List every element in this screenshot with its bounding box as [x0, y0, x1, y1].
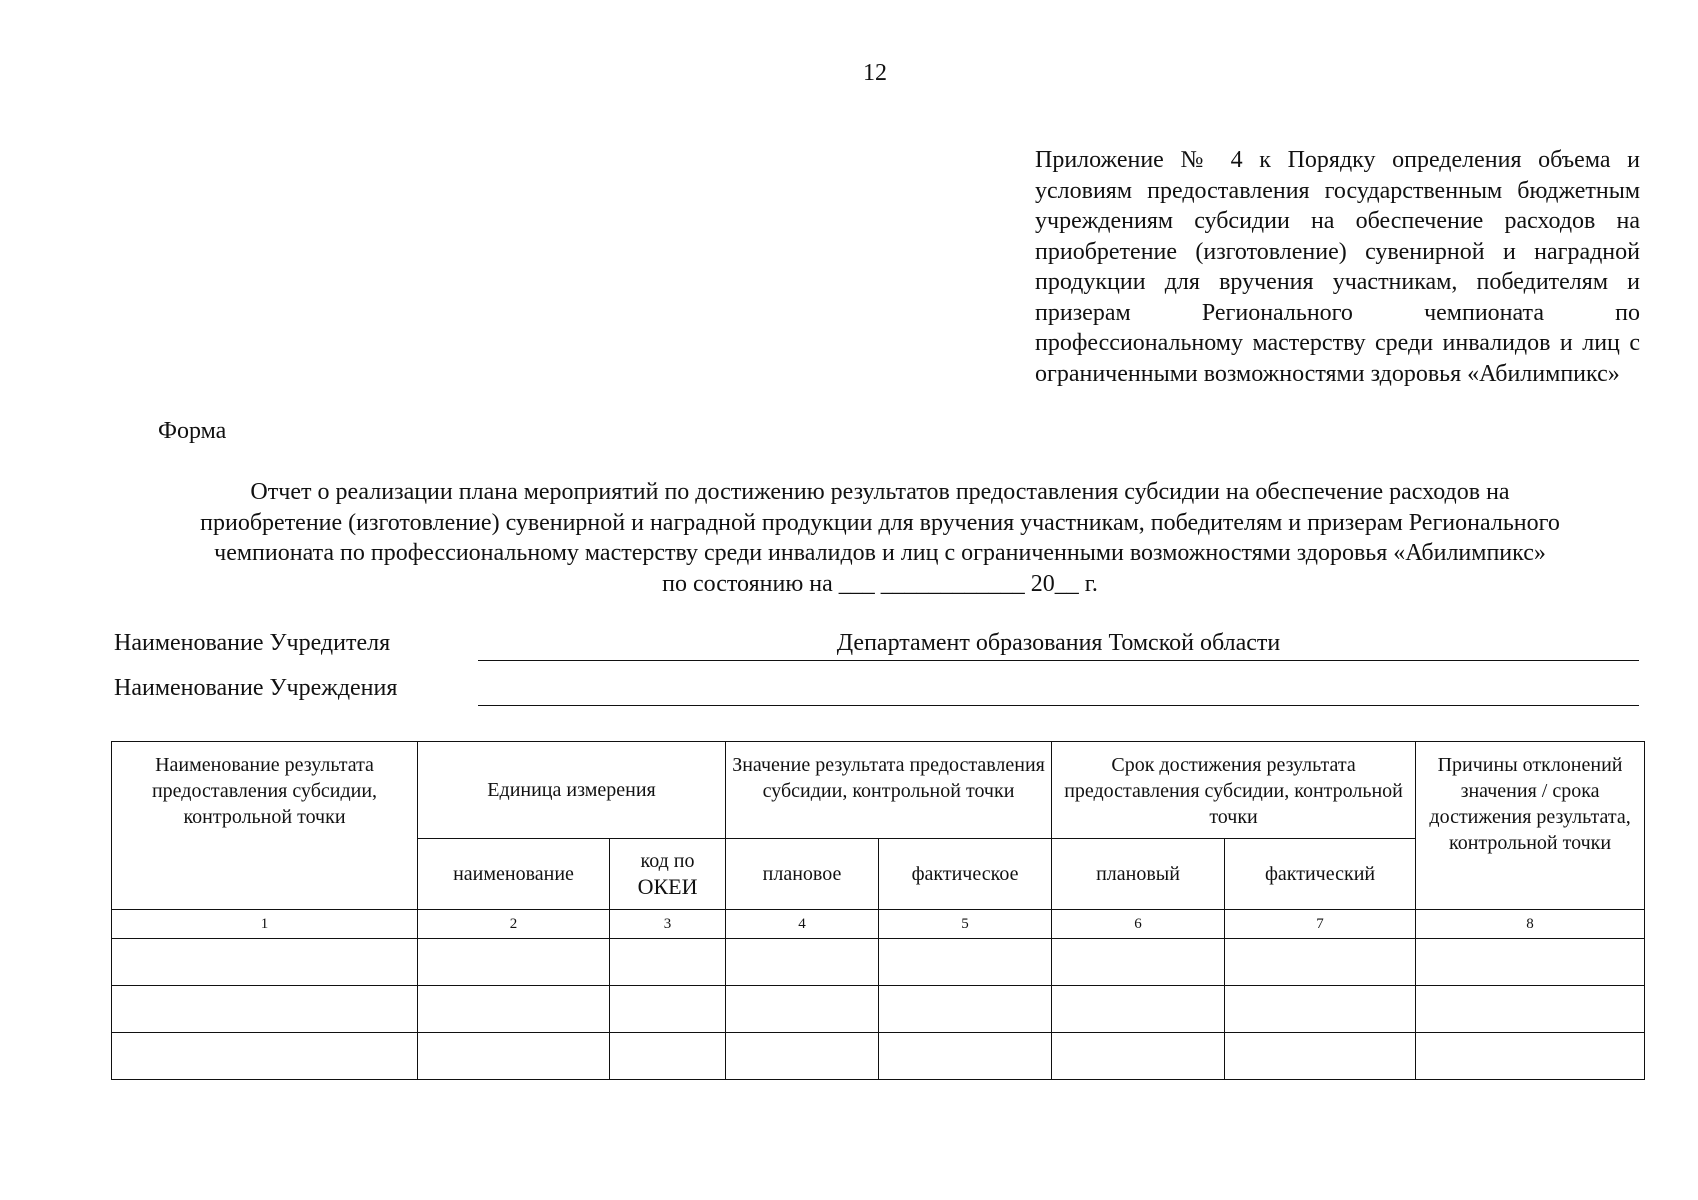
column-number: 7: [1225, 910, 1416, 939]
report-title-line: чемпионата по профессиональному мастерству среди инвалидов и лиц с ограниченными возможностями здоровья «Абилимпикс»: [214, 540, 1546, 566]
table-cell[interactable]: [1416, 939, 1645, 986]
column-number: 2: [418, 910, 610, 939]
table-cell[interactable]: [1416, 986, 1645, 1033]
table-cell[interactable]: [1416, 1033, 1645, 1080]
report-title-line: Отчет о реализации плана мероприятий по достижению результатов предоставления субсидии на обеспечение расходов на: [250, 479, 1510, 505]
table-cell[interactable]: [418, 1033, 610, 1080]
header-unit-code: [610, 839, 726, 910]
table-cell[interactable]: [1052, 986, 1225, 1033]
column-number: 6: [1052, 910, 1225, 939]
header-unit-code-line2: ОКЕИ: [637, 874, 698, 899]
table-cell[interactable]: [1225, 939, 1416, 986]
header-term-actual: фактический: [1225, 839, 1416, 910]
table-cell[interactable]: [726, 1033, 879, 1080]
header-value-planned: плановое: [726, 839, 879, 910]
column-number: 5: [879, 910, 1052, 939]
table-cell[interactable]: [418, 939, 610, 986]
table-cell[interactable]: [1225, 1033, 1416, 1080]
table-cell[interactable]: [1052, 939, 1225, 986]
report-title: [100, 477, 1660, 599]
table-row: [112, 939, 1645, 986]
header-term: Срок достижения результата предоставления субсидии, контрольной точки: [1052, 742, 1416, 839]
header-term-planned: плановый: [1052, 839, 1225, 910]
table-cell[interactable]: [610, 1033, 726, 1080]
table-cell[interactable]: [418, 986, 610, 1033]
table-cell[interactable]: [112, 939, 418, 986]
page-number: 12: [863, 60, 887, 86]
header-value-actual: фактическое: [879, 839, 1052, 910]
founder-field: [114, 630, 1639, 662]
institution-label: Наименование Учреждения: [114, 675, 398, 701]
appendix-note: Приложение № 4 к Порядку определения объема и условиям предоставления государственным бюджетным учреждениям субсидии на обеспечение расходов на приобретение (изготовление) сувенирной и наградной продукции для вручения участникам, победителям и призерам Регионального чемпионата по профессиональному мастерству среди инвалидов и лиц с ограниченными возможностями здоровья «Абилимпикс»: [1035, 147, 1640, 387]
header-unit-name: наименование: [418, 839, 610, 910]
table-row: [112, 1033, 1645, 1080]
table-row: [112, 986, 1645, 1033]
column-number: 1: [112, 910, 418, 939]
report-table: [111, 741, 1645, 1080]
table-cell[interactable]: [726, 986, 879, 1033]
column-number: 8: [1416, 910, 1645, 939]
institution-field: [114, 675, 1639, 707]
table-cell[interactable]: [879, 986, 1052, 1033]
table-cell[interactable]: [1052, 1033, 1225, 1080]
report-title-line: приобретение (изготовление) сувенирной и наградной продукции для вручения участникам, победителям и призерам Регионального: [200, 509, 1560, 536]
founder-value[interactable]: Департамент образования Томской области: [478, 630, 1639, 661]
table-cell[interactable]: [1225, 986, 1416, 1033]
table-cell[interactable]: [879, 939, 1052, 986]
column-number: 3: [610, 910, 726, 939]
table-cell[interactable]: [610, 939, 726, 986]
header-unit: Единица измерения: [418, 742, 726, 839]
column-numbers-row: [112, 910, 1645, 939]
column-number: 4: [726, 910, 879, 939]
table-cell[interactable]: [112, 986, 418, 1033]
header-reasons: Причины отклонений значения / срока достижения результата, контрольной точки: [1416, 742, 1645, 910]
header-result-name: Наименование результата предоставления субсидии, контрольной точки: [112, 742, 418, 910]
table-cell[interactable]: [112, 1033, 418, 1080]
table-cell[interactable]: [610, 986, 726, 1033]
founder-label: Наименование Учредителя: [114, 630, 391, 656]
report-date-line: по состоянию на ___ ____________ 20__ г.: [662, 570, 1098, 597]
form-label: Форма: [158, 418, 227, 444]
institution-value[interactable]: [478, 675, 1639, 706]
header-unit-code-line1: код по: [640, 850, 695, 872]
table-cell[interactable]: [726, 939, 879, 986]
table-cell[interactable]: [879, 1033, 1052, 1080]
header-value: Значение результата предоставления субсидии, контрольной точки: [726, 742, 1052, 839]
